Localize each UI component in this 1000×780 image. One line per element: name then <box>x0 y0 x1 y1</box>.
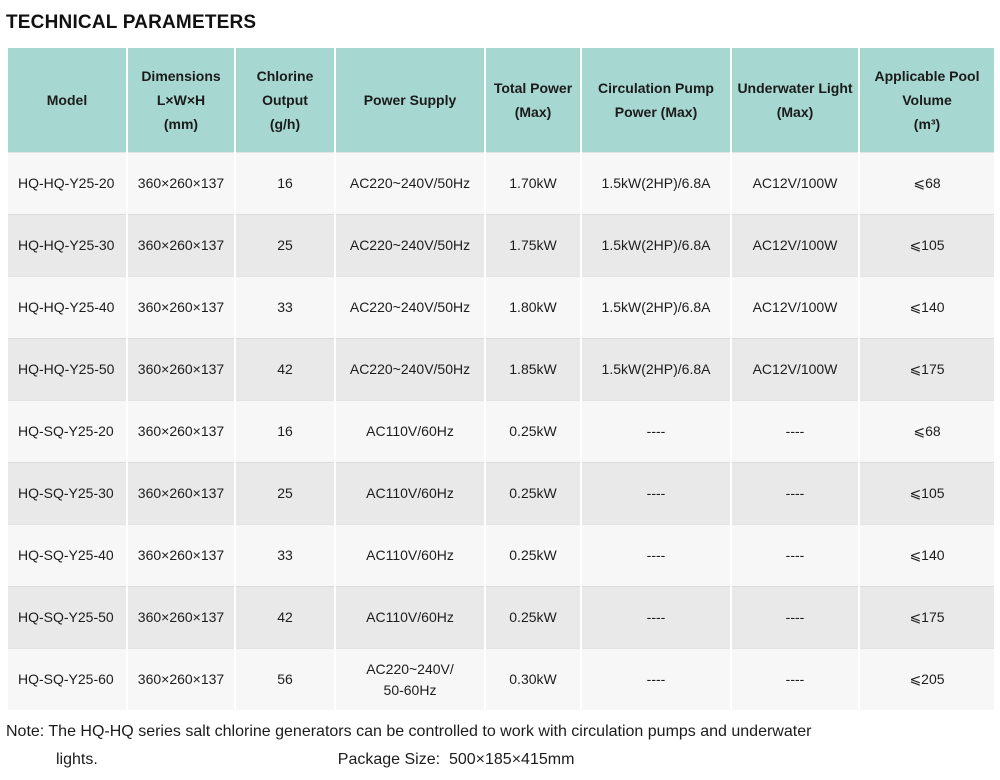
cell-circulation-pump-power: 1.5kW(2HP)/6.8A <box>581 153 731 215</box>
cell-model: HQ-SQ-Y25-60 <box>7 649 127 711</box>
cell-applicable-pool-volume: ⩽68 <box>859 401 995 463</box>
header-total-power <box>485 48 581 153</box>
cell-power-supply-line: AC110V/60Hz <box>366 485 454 501</box>
header-applicable-pool-volume-line: Applicable Pool <box>874 68 980 84</box>
cell-total-power: 1.70kW <box>485 153 581 215</box>
note-line-2-text: lights. <box>56 751 98 768</box>
table-body <box>7 153 995 711</box>
cell-power-supply-line: 50-60Hz <box>383 681 437 698</box>
cell-circulation-pump-power: 1.5kW(2HP)/6.8A <box>581 215 731 277</box>
page-title: TECHNICAL PARAMETERS <box>6 12 257 33</box>
cell-power-supply <box>335 587 485 649</box>
cell-underwater-light: AC12V/100W <box>731 339 859 401</box>
cell-chlorine-output: 25 <box>235 463 335 525</box>
technical-parameters-table <box>6 48 996 710</box>
table-header <box>7 48 995 153</box>
header-model <box>7 48 127 153</box>
cell-chlorine-output: 42 <box>235 339 335 401</box>
cell-applicable-pool-volume: ⩽175 <box>859 587 995 649</box>
cell-power-supply <box>335 277 485 339</box>
header-dimensions-line: Dimensions <box>141 68 221 84</box>
cell-underwater-light: AC12V/100W <box>731 153 859 215</box>
cell-power-supply-line: AC220~240V/50Hz <box>349 237 471 253</box>
header-circulation-pump-power-line: Circulation Pump <box>598 80 714 96</box>
table-row <box>7 153 995 215</box>
cell-model: HQ-SQ-Y25-20 <box>7 401 127 463</box>
table-row <box>7 277 995 339</box>
cell-model: HQ-HQ-Y25-40 <box>7 277 127 339</box>
header-circulation-pump-power-line: Power (Max) <box>614 104 698 120</box>
cell-circulation-pump-power: ---- <box>581 463 731 525</box>
table-row <box>7 339 995 401</box>
header-total-power-line: (Max) <box>514 104 552 120</box>
cell-chlorine-output: 16 <box>235 401 335 463</box>
cell-underwater-light: ---- <box>731 401 859 463</box>
cell-power-supply <box>335 339 485 401</box>
header-applicable-pool-volume-line: (m³) <box>913 116 941 132</box>
cell-total-power: 1.80kW <box>485 277 581 339</box>
header-power-supply <box>335 48 485 153</box>
cell-model: HQ-SQ-Y25-30 <box>7 463 127 525</box>
table-row <box>7 463 995 525</box>
cell-total-power: 0.25kW <box>485 525 581 587</box>
header-row <box>7 48 995 153</box>
package-size: Package Size: 500×185×415mm <box>337 751 575 768</box>
cell-power-supply <box>335 463 485 525</box>
cell-applicable-pool-volume: ⩽105 <box>859 463 995 525</box>
cell-underwater-light: ---- <box>731 463 859 525</box>
header-applicable-pool-volume <box>859 48 995 153</box>
cell-chlorine-output: 33 <box>235 525 335 587</box>
cell-circulation-pump-power: 1.5kW(2HP)/6.8A <box>581 277 731 339</box>
technical-parameters-table-wrapper <box>6 48 994 710</box>
header-model-line: Model <box>46 92 88 108</box>
cell-underwater-light: AC12V/100W <box>731 215 859 277</box>
cell-dimensions: 360×260×137 <box>127 153 235 215</box>
cell-model: HQ-SQ-Y25-40 <box>7 525 127 587</box>
cell-dimensions: 360×260×137 <box>127 463 235 525</box>
cell-circulation-pump-power: ---- <box>581 587 731 649</box>
note-line-2 <box>6 746 986 774</box>
header-circulation-pump-power <box>581 48 731 153</box>
header-underwater-light-line: (Max) <box>776 104 814 120</box>
table-row <box>7 215 995 277</box>
cell-dimensions: 360×260×137 <box>127 215 235 277</box>
cell-circulation-pump-power: ---- <box>581 649 731 711</box>
cell-dimensions: 360×260×137 <box>127 525 235 587</box>
table-row <box>7 401 995 463</box>
cell-underwater-light: ---- <box>731 649 859 711</box>
cell-power-supply <box>335 215 485 277</box>
header-total-power-line: Total Power <box>493 80 573 96</box>
cell-underwater-light: ---- <box>731 525 859 587</box>
table-row <box>7 525 995 587</box>
cell-applicable-pool-volume: ⩽175 <box>859 339 995 401</box>
header-chlorine-output <box>235 48 335 153</box>
cell-model: HQ-HQ-Y25-20 <box>7 153 127 215</box>
cell-dimensions: 360×260×137 <box>127 401 235 463</box>
cell-total-power: 0.30kW <box>485 649 581 711</box>
cell-chlorine-output: 42 <box>235 587 335 649</box>
cell-dimensions: 360×260×137 <box>127 587 235 649</box>
cell-total-power: 1.75kW <box>485 215 581 277</box>
header-chlorine-output-line: Output <box>262 92 308 108</box>
header-power-supply-line: Power Supply <box>363 92 457 108</box>
cell-power-supply-line: AC110V/60Hz <box>366 547 454 563</box>
note-line-1: Note: The HQ-HQ series salt chlorine generators can be controlled to work with circulation pumps and underwater <box>6 723 812 740</box>
header-dimensions-line: (mm) <box>163 116 199 132</box>
header-dimensions <box>127 48 235 153</box>
cell-power-supply-line: AC220~240V/50Hz <box>349 299 471 315</box>
cell-applicable-pool-volume: ⩽205 <box>859 649 995 711</box>
cell-power-supply-line: AC220~240V/50Hz <box>349 361 471 377</box>
cell-applicable-pool-volume: ⩽140 <box>859 277 995 339</box>
cell-power-supply-line: AC110V/60Hz <box>366 423 454 439</box>
note <box>6 718 986 774</box>
cell-applicable-pool-volume: ⩽140 <box>859 525 995 587</box>
cell-circulation-pump-power: ---- <box>581 401 731 463</box>
cell-dimensions: 360×260×137 <box>127 339 235 401</box>
cell-dimensions: 360×260×137 <box>127 649 235 711</box>
cell-chlorine-output: 33 <box>235 277 335 339</box>
header-dimensions-line: L×W×H <box>156 92 206 108</box>
cell-power-supply <box>335 401 485 463</box>
cell-applicable-pool-volume: ⩽105 <box>859 215 995 277</box>
cell-total-power: 0.25kW <box>485 463 581 525</box>
cell-model: HQ-HQ-Y25-30 <box>7 215 127 277</box>
cell-total-power: 0.25kW <box>485 401 581 463</box>
cell-power-supply <box>335 649 485 711</box>
cell-total-power: 0.25kW <box>485 587 581 649</box>
cell-circulation-pump-power: ---- <box>581 525 731 587</box>
cell-model: HQ-SQ-Y25-50 <box>7 587 127 649</box>
cell-power-supply <box>335 153 485 215</box>
header-applicable-pool-volume-line: Volume <box>902 92 952 108</box>
cell-model: HQ-HQ-Y25-50 <box>7 339 127 401</box>
table-row <box>7 587 995 649</box>
cell-power-supply-line: AC110V/60Hz <box>366 609 454 625</box>
cell-power-supply-line: AC220~240V/50Hz <box>349 175 471 191</box>
table-row <box>7 649 995 711</box>
header-underwater-light-line: Underwater Light <box>737 80 853 96</box>
cell-circulation-pump-power: 1.5kW(2HP)/6.8A <box>581 339 731 401</box>
cell-underwater-light: ---- <box>731 587 859 649</box>
cell-chlorine-output: 16 <box>235 153 335 215</box>
cell-chlorine-output: 56 <box>235 649 335 711</box>
cell-total-power: 1.85kW <box>485 339 581 401</box>
header-chlorine-output-line: Chlorine <box>256 68 314 84</box>
cell-chlorine-output: 25 <box>235 215 335 277</box>
header-underwater-light <box>731 48 859 153</box>
cell-power-supply-line: AC220~240V/ <box>366 660 454 677</box>
cell-dimensions: 360×260×137 <box>127 277 235 339</box>
cell-underwater-light: AC12V/100W <box>731 277 859 339</box>
header-chlorine-output-line: (g/h) <box>269 116 301 132</box>
cell-power-supply <box>335 525 485 587</box>
cell-applicable-pool-volume: ⩽68 <box>859 153 995 215</box>
